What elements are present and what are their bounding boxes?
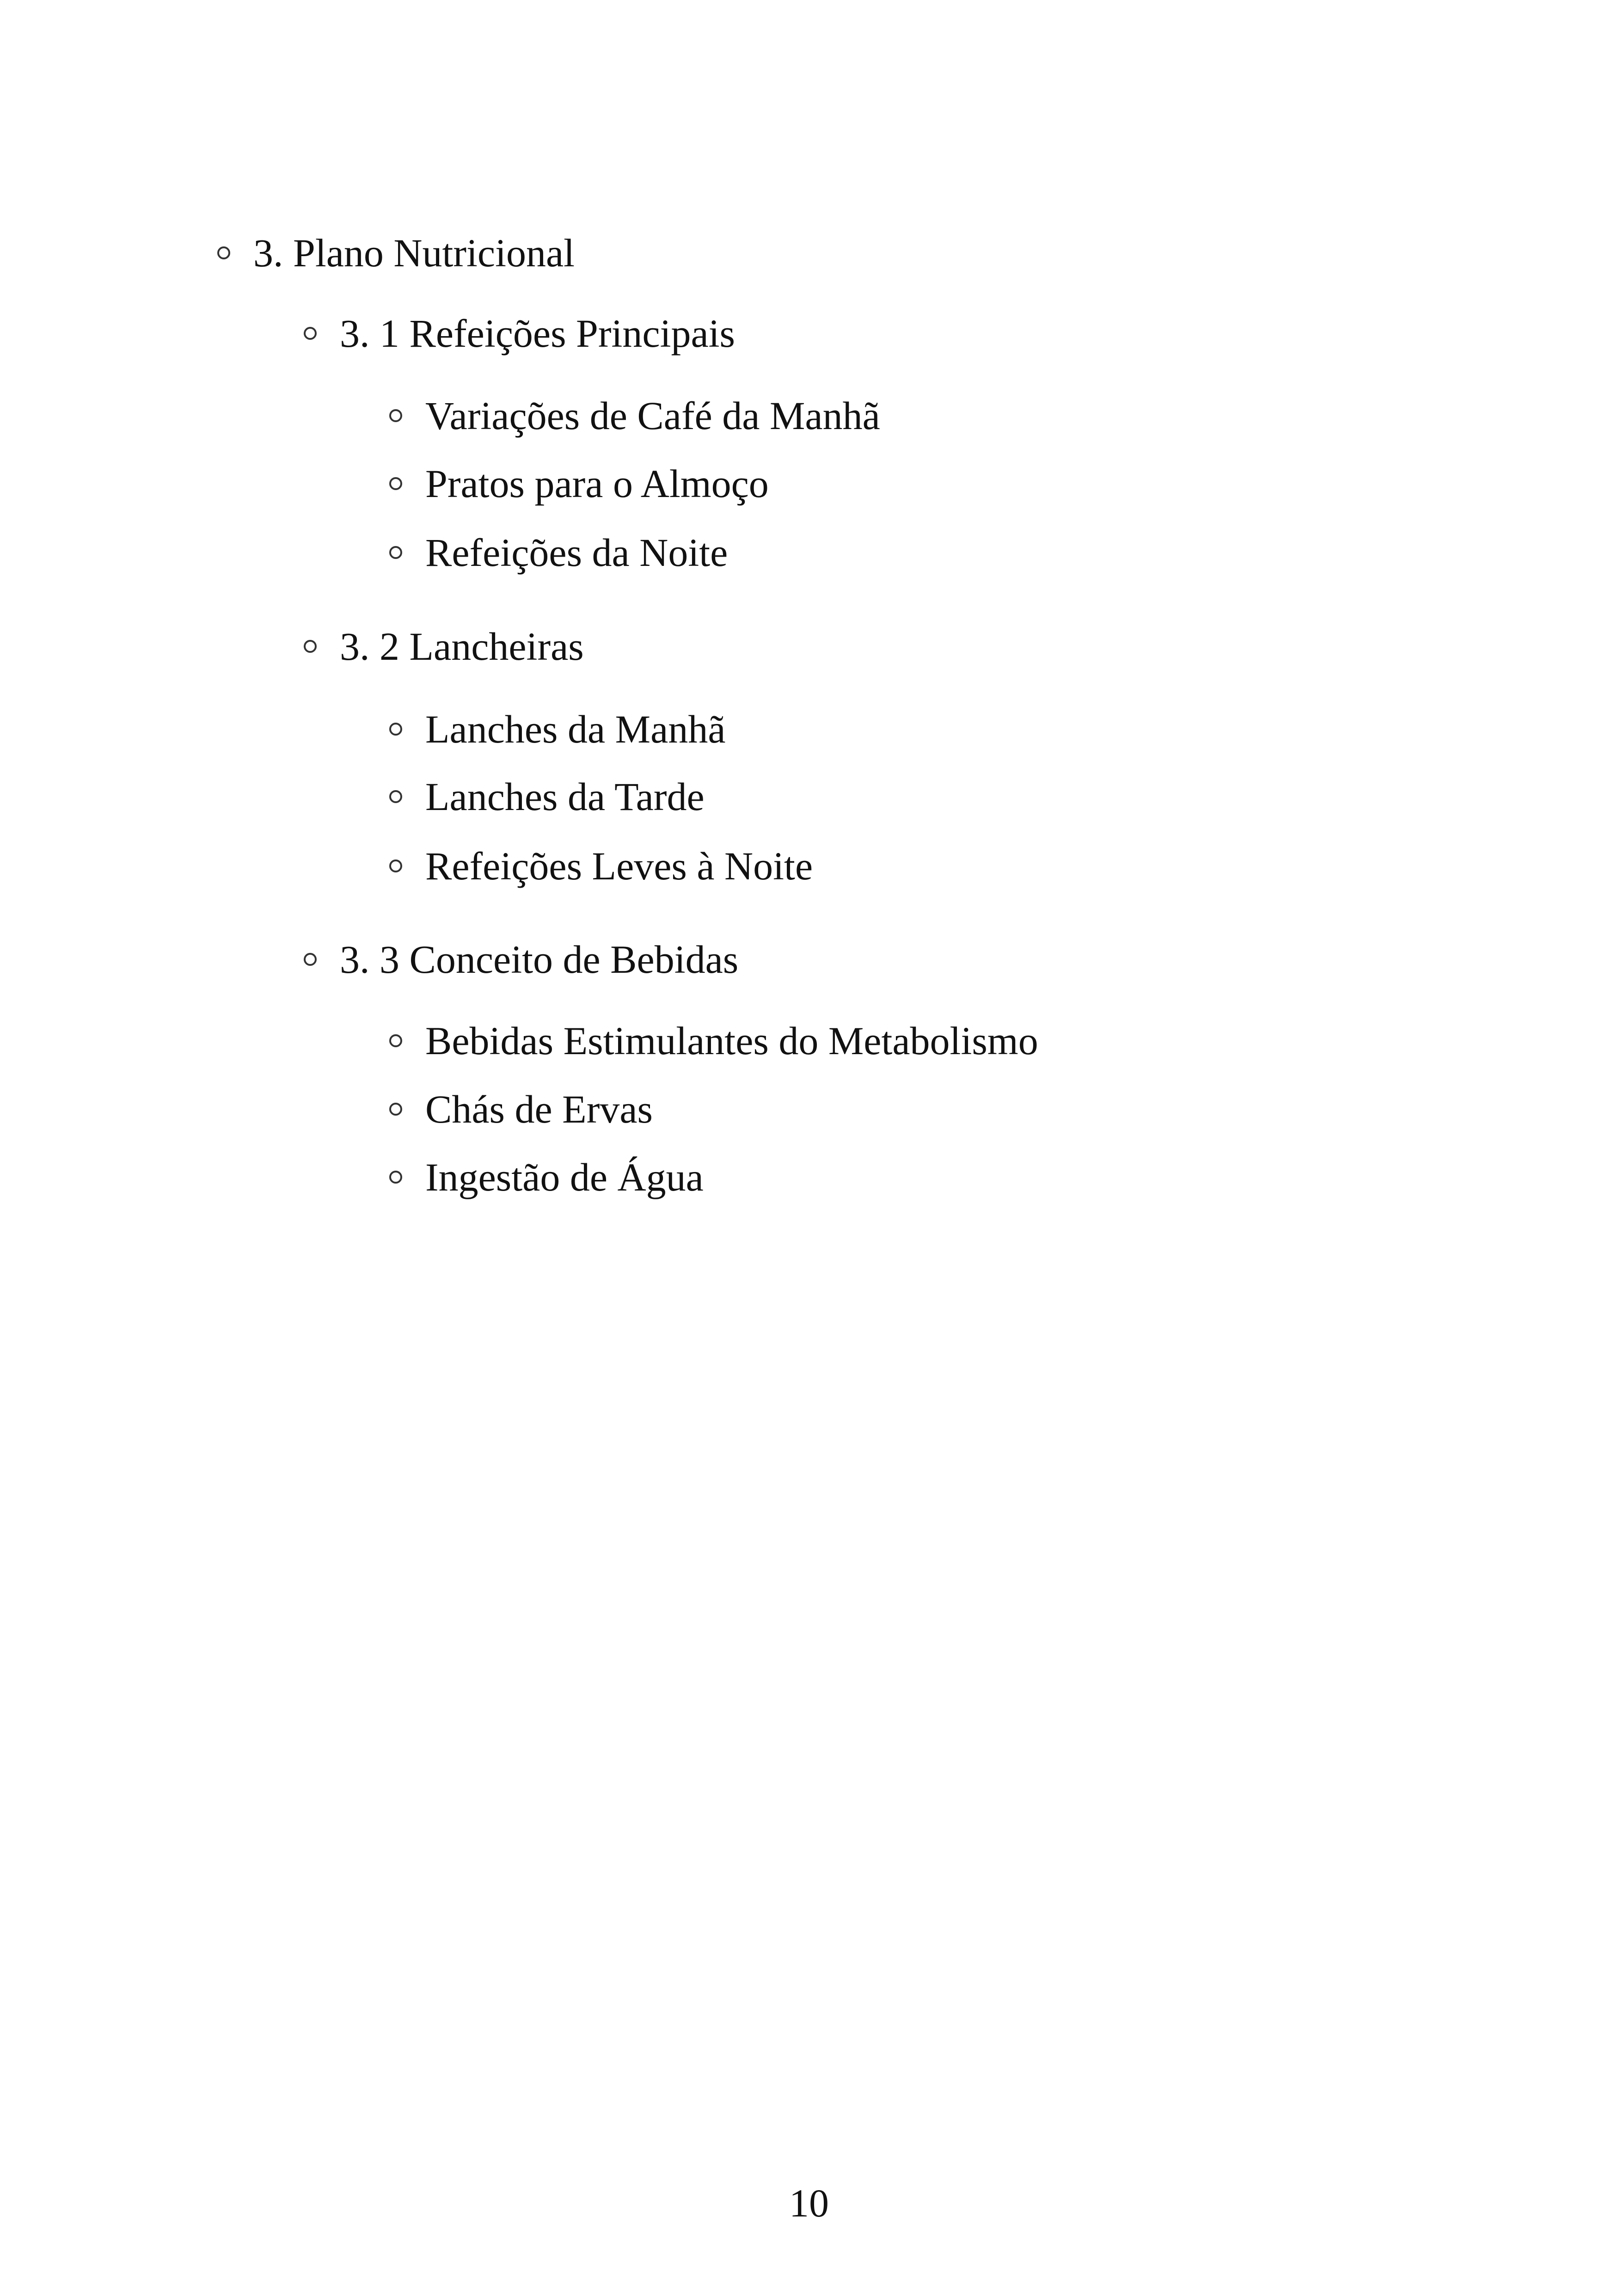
hollow-bullet-icon xyxy=(389,409,402,422)
outline-section-label: 3. 2 Lancheiras xyxy=(340,624,584,669)
outline-subitem-label: Variações de Café da Manhã xyxy=(425,393,880,438)
hollow-bullet-icon xyxy=(389,790,402,803)
hollow-bullet-icon xyxy=(389,1171,402,1184)
hollow-bullet-icon xyxy=(389,546,402,559)
outline-subitem xyxy=(389,704,726,755)
outline-subitem-label: Bebidas Estimulantes do Metabolismo xyxy=(425,1019,1038,1063)
outline-item-section-2 xyxy=(304,621,584,672)
outline-subitem xyxy=(389,1015,1038,1066)
outline-subitem xyxy=(389,458,769,509)
outline-subitem-label: Chás de Ervas xyxy=(425,1087,653,1131)
hollow-bullet-icon xyxy=(389,859,402,872)
page-number: 10 xyxy=(789,2181,829,2225)
outline-subitem xyxy=(389,527,728,578)
outline-subitem-label: Refeições da Noite xyxy=(425,530,728,575)
outline-subitem-label: Pratos para o Almoço xyxy=(425,461,769,506)
outline-subitem-label: Lanches da Manhã xyxy=(425,707,726,751)
outline-heading: 3. Plano Nutricional xyxy=(253,231,575,275)
outline-item-level1 xyxy=(217,227,575,278)
outline-subitem xyxy=(389,1152,704,1203)
outline-section-label: 3. 3 Conceito de Bebidas xyxy=(340,937,739,982)
hollow-bullet-icon xyxy=(389,723,402,736)
outline-item-section-3 xyxy=(304,934,738,985)
outline-section-label: 3. 1 Refeições Principais xyxy=(340,311,735,356)
hollow-bullet-icon xyxy=(304,640,317,653)
outline-subitem xyxy=(389,390,880,441)
outline-subitem xyxy=(389,841,813,891)
hollow-bullet-icon xyxy=(389,477,402,490)
outline-subitem xyxy=(389,1084,653,1135)
outline-item-section-1 xyxy=(304,308,735,359)
outline-subitem-label: Lanches da Tarde xyxy=(425,774,705,819)
outline-subitem xyxy=(389,771,705,822)
hollow-bullet-icon xyxy=(304,327,317,340)
hollow-bullet-icon xyxy=(389,1034,402,1047)
outline-subitem-label: Ingestão de Água xyxy=(425,1155,704,1199)
hollow-bullet-icon xyxy=(217,246,230,259)
hollow-bullet-icon xyxy=(304,953,317,966)
outline-subitem-label: Refeições Leves à Noite xyxy=(425,844,813,888)
hollow-bullet-icon xyxy=(389,1103,402,1116)
